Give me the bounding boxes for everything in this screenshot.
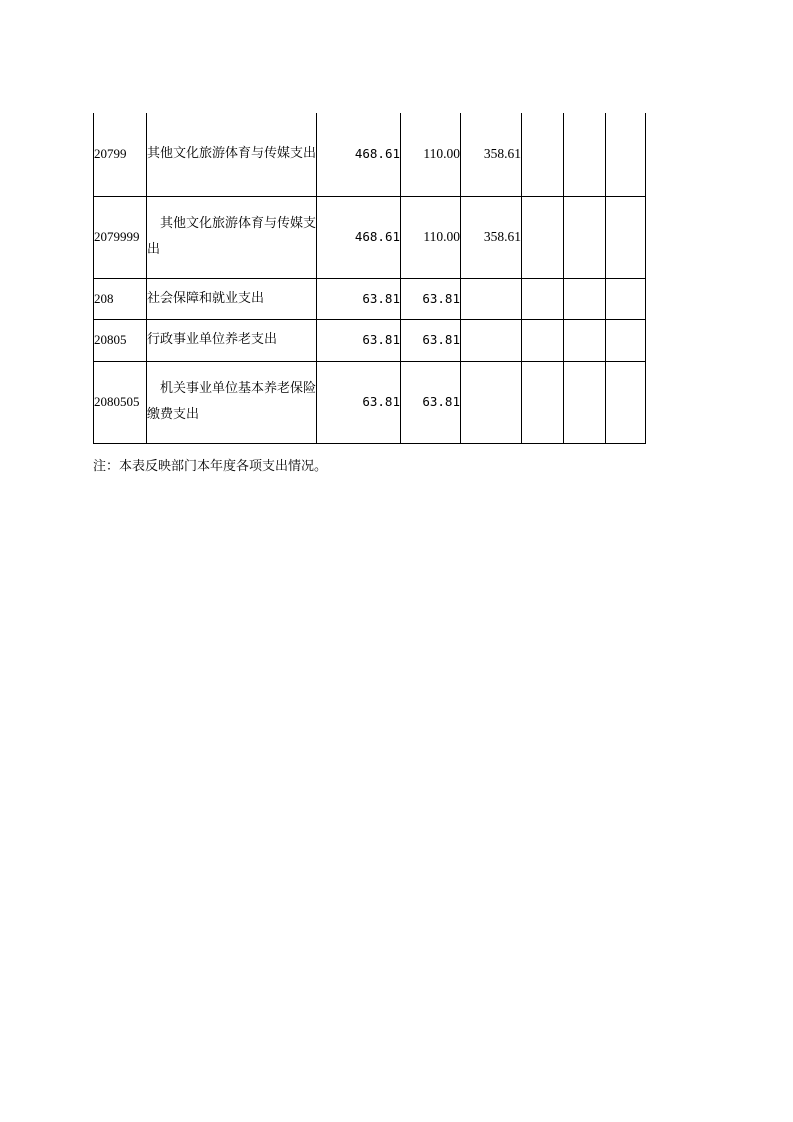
empty-cell [522,196,564,278]
table-row [94,113,646,196]
total-amount: 63.81 [317,319,401,361]
total-amount: 468.61 [317,113,401,196]
empty-cell [606,278,646,319]
empty-cell [564,278,606,319]
basic-expense: 110.00 [401,113,461,196]
table-row [94,319,646,361]
empty-cell [564,196,606,278]
project-expense [461,361,522,443]
subject-name: 社会保障和就业支出 [147,278,317,319]
empty-cell [606,196,646,278]
empty-cell [564,361,606,443]
empty-cell [564,319,606,361]
empty-cell [564,113,606,196]
subject-code: 2080505 [94,361,147,443]
table-note: 注：本表反映部门本年度各项支出情况。 [93,459,328,474]
basic-expense: 63.81 [401,361,461,443]
table-row [94,361,646,443]
total-amount: 468.61 [317,196,401,278]
empty-cell [522,319,564,361]
subject-name: 行政事业单位养老支出 [147,319,317,361]
empty-cell [522,113,564,196]
subject-name: 其他文化旅游体育与传媒支出 [147,196,317,278]
total-amount: 63.81 [317,361,401,443]
total-amount: 63.81 [317,278,401,319]
project-expense [461,278,522,319]
empty-cell [522,278,564,319]
expense-table [93,113,646,444]
empty-cell [606,319,646,361]
basic-expense: 110.00 [401,196,461,278]
subject-code: 2079999 [94,196,147,278]
basic-expense: 63.81 [401,319,461,361]
project-expense: 358.61 [461,196,522,278]
project-expense: 358.61 [461,113,522,196]
basic-expense: 63.81 [401,278,461,319]
table-row [94,196,646,278]
empty-cell [606,361,646,443]
subject-name: 其他文化旅游体育与传媒支出 [147,113,317,196]
subject-code: 20799 [94,113,147,196]
subject-name: 机关事业单位基本养老保险缴费支出 [147,361,317,443]
subject-code: 20805 [94,319,147,361]
subject-code: 208 [94,278,147,319]
empty-cell [522,361,564,443]
empty-cell [606,113,646,196]
project-expense [461,319,522,361]
table-row [94,278,646,319]
